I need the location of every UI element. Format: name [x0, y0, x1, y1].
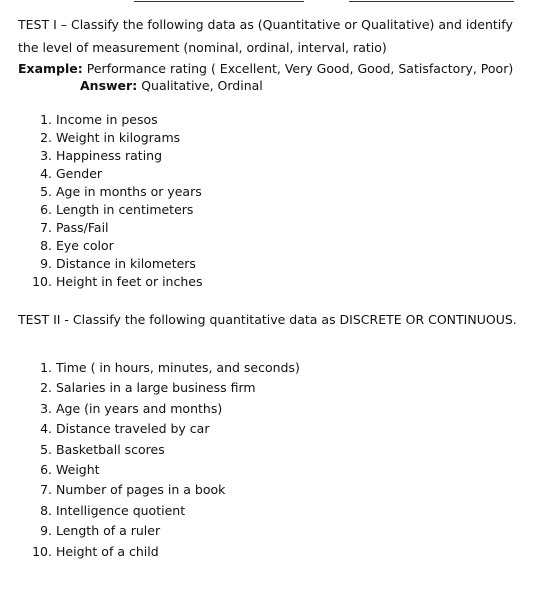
answer-text: Qualitative, Ordinal: [141, 78, 263, 93]
item-text: Pass/Fail: [56, 220, 109, 235]
item-text: Number of pages in a book: [56, 482, 226, 498]
item-text: Gender: [56, 166, 103, 181]
item-text: Weight in kilograms: [56, 130, 181, 145]
example-line: [18, 61, 513, 76]
item-text: Basketball scores: [56, 441, 165, 457]
item-number: 5.: [40, 184, 52, 199]
item-text: Age in months or years: [56, 184, 202, 199]
item-number: 5.: [40, 441, 52, 457]
item-text: Distance traveled by car: [56, 421, 210, 437]
top-rule-right: [349, 1, 514, 2]
answer-label: Answer:: [80, 78, 138, 93]
item-number: 7.: [40, 482, 52, 498]
test2-heading: TEST II - Classify the following quantitative data as DISCRETE OR CONTINUOUS.: [18, 312, 517, 327]
item-number: 6.: [40, 461, 52, 477]
item-text: Income in pesos: [56, 112, 158, 127]
item-number: 2.: [40, 380, 52, 396]
item-text: Intelligence quotient: [56, 502, 186, 518]
item-number: 4.: [40, 166, 52, 181]
item-number: 1.: [40, 360, 52, 375]
item-number: 3.: [40, 148, 52, 163]
item-number: 8.: [40, 502, 52, 518]
item-text: Height of a child: [56, 543, 159, 559]
test1-heading: TEST I – Classify the following data as (Quantitative or Qualitative) and identify the level of measurement (nominal, ordinal, interval, ratio): [18, 17, 513, 55]
item-number: 3.: [40, 400, 52, 416]
item-number: 7.: [40, 220, 52, 235]
item-text: Height in feet or inches: [56, 274, 203, 289]
example-text: Performance rating ( Excellent, Very Good, Good, Satisfactory, Poor): [86, 61, 514, 76]
item-text: Happiness rating: [56, 148, 163, 163]
example-label: Example:: [18, 61, 83, 76]
item-number: 2.: [40, 130, 52, 145]
item-text: Length in centimeters: [56, 202, 194, 217]
answer-line: [80, 78, 263, 93]
item-text: Salaries in a large business firm: [56, 380, 256, 396]
item-number: 9.: [40, 523, 52, 539]
item-number: 9.: [40, 256, 52, 271]
item-text: Age (in years and months): [56, 400, 223, 416]
item-text: Length of a ruler: [56, 523, 161, 539]
item-number: 1.: [40, 112, 52, 127]
item-number: 10.: [32, 274, 52, 289]
item-number: 8.: [40, 238, 52, 253]
item-number: 6.: [40, 202, 52, 217]
item-text: Distance in kilometers: [56, 256, 196, 271]
item-text: Weight: [56, 461, 100, 477]
item-number: 4.: [40, 421, 52, 437]
item-text: Time ( in hours, minutes, and seconds): [56, 360, 300, 375]
top-rule-left: [134, 1, 304, 2]
item-number: 10.: [32, 543, 52, 559]
item-text: Eye color: [56, 238, 114, 253]
